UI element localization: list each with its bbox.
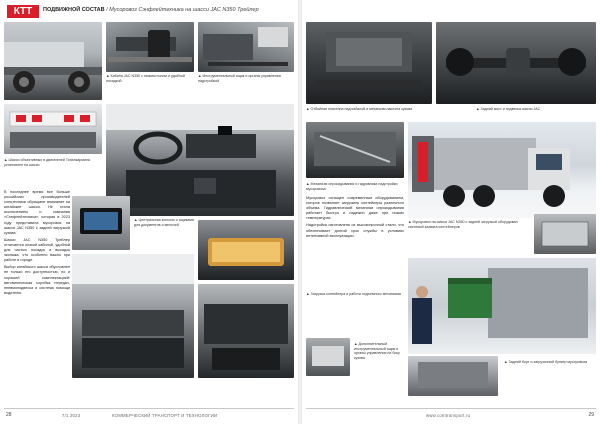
hopper-illustration xyxy=(408,356,498,396)
footer-rule xyxy=(306,408,596,409)
cab-interior-illustration xyxy=(106,104,294,216)
article-body-right xyxy=(306,196,404,286)
body-paragraph: Мусоровоз оснащен современным оборудованием, которое позволяет загружать контейнеры различного объема. Гидравлический механизм опрокидывания работает быстро и надежно даже при низких температурах. xyxy=(306,196,404,221)
photo-rear-lights xyxy=(4,104,102,154)
right-page xyxy=(302,0,600,424)
engine-illustration xyxy=(198,22,294,72)
caption-text: ▲ Центральная консоль с ящиками для документов и мелочей xyxy=(134,218,194,227)
photo-storage-compartment xyxy=(198,220,294,280)
axle-illustration xyxy=(436,22,596,104)
caption-text: ▲ Инструментальный ящик и органы управления надстройкой xyxy=(198,74,281,83)
mechanism-illustration xyxy=(306,22,432,104)
page-number-left: 28 xyxy=(6,412,12,418)
photo-cab-interior xyxy=(106,104,294,216)
caption-chassis-engine xyxy=(4,158,102,167)
chassis-illustration xyxy=(106,22,194,72)
photo-side-toolbox xyxy=(534,214,596,254)
caption-text: ▲ Механизм опрокидывания и гидравлика надстройки мусоровоза xyxy=(306,182,398,191)
caption-text: ▲ Задний борт и загрузочный бункер мусоровоза xyxy=(504,360,588,364)
container-loading-illustration xyxy=(408,258,596,354)
body-paragraph: Надстройка изготовлена из высокопрочной стали, что обеспечивает долгий срок службы в условиях интенсивной эксплуатации. xyxy=(306,223,404,238)
caption-text: ▲ Шасси объективных в двигателей Топалкармина установлен на шасси xyxy=(4,158,90,167)
caption-text: ▲ Загрузка контейнера и работа подъемного механизма xyxy=(306,292,401,296)
caption-body-mechanism xyxy=(306,107,432,112)
caption-text: ▲ Кабина JAC N350 с низким полом и удобной посадкой xyxy=(106,74,185,83)
magazine-logo: КТТ xyxy=(7,5,39,18)
website-footer[interactable]: www.comtransport.ru xyxy=(426,413,471,418)
photo-garbage-truck-main xyxy=(408,122,596,218)
caption-text: ▲ Дополнительный инструментальный ящик и органы управления на боку кузова xyxy=(354,342,400,360)
caption-text: ▲ Задний мост и подвеска шасси JAC xyxy=(476,107,541,111)
hydraulics-illustration xyxy=(306,122,404,178)
body-paragraph: Шасси JAC N350 Трейлер отличается низкой кабиной, удобной для частых посадок и высадок экипажа, что особенно важно при работе в городе. xyxy=(4,237,70,263)
caption-console xyxy=(134,218,196,227)
truck-side-illustration xyxy=(4,22,102,100)
rear-lights-illustration xyxy=(4,104,102,154)
screen-illustration xyxy=(72,196,130,250)
issue-number: 7/1 2023 xyxy=(62,413,81,418)
photo-cab-detail xyxy=(198,284,294,378)
photo-body-mechanism xyxy=(306,22,432,104)
left-page xyxy=(0,0,298,424)
storage-illustration xyxy=(198,220,294,280)
footer-rule xyxy=(4,408,294,409)
body-paragraph: В последнее время все больше российских производителей спецтехники обращают внимание на китайские шасси. Не стала исключением и компания «Сэнфлейтехника», которая в 2023 году представила мусоровоз на шасси JAC N350 с задней загрузкой кузова. xyxy=(4,190,70,235)
caption-chassis xyxy=(106,74,194,83)
caption-hydraulics xyxy=(306,182,404,191)
rubric-subtitle: / Мусоровоз Сэнфлейтехника на шасси JAC N350 Трейлер xyxy=(106,7,259,13)
photo-chassis-detail xyxy=(106,22,194,72)
photo-multimedia-screen xyxy=(72,196,130,250)
photo-controls-inset xyxy=(306,338,350,376)
rubric-header xyxy=(43,7,259,13)
photo-engine-detail xyxy=(198,22,294,72)
photo-truck-side xyxy=(4,22,102,100)
sleeper-illustration xyxy=(72,254,194,378)
caption-text: ▲ Отбойная пластина над кабиной и механизм наклона кузова xyxy=(306,107,413,111)
caption-truck-main xyxy=(408,220,528,229)
body-paragraph: Выбор китайского шасси обусловлен не только его доступностью, но и хорошей комплектацией: автоматическая коробка передач, пневмоподвеска и система помощи водителю. xyxy=(4,265,70,295)
toolbox-illustration xyxy=(534,214,596,254)
caption-rear-axle xyxy=(476,107,596,112)
rubric-title: ПОДВИЖНОЙ СОСТАВ xyxy=(43,7,105,13)
caption-engine xyxy=(198,74,294,83)
photo-rear-axle xyxy=(436,22,596,104)
caption-text: ▲ Мусоровоз на шасси JAC N350 с задней загрузкой оборудован системой захвата контейнеров xyxy=(408,220,518,229)
caption-controls-inset xyxy=(354,342,404,360)
photo-sleeper-berth xyxy=(72,254,194,378)
photo-rear-hopper xyxy=(408,356,498,396)
garbage-truck-illustration xyxy=(408,122,596,218)
photo-container-loading xyxy=(408,258,596,354)
cab-detail-illustration xyxy=(198,284,294,378)
caption-container-loading xyxy=(306,292,404,297)
controls-illustration xyxy=(306,338,350,376)
page-number-right: 29 xyxy=(588,412,594,418)
article-body xyxy=(4,190,70,395)
photo-hydraulics xyxy=(306,122,404,178)
magazine-name-footer: КОММЕРЧЕСКИЙ ТРАНСПОРТ И ТЕХНОЛОГИИ xyxy=(112,413,218,418)
caption-rear-hopper xyxy=(504,360,596,365)
